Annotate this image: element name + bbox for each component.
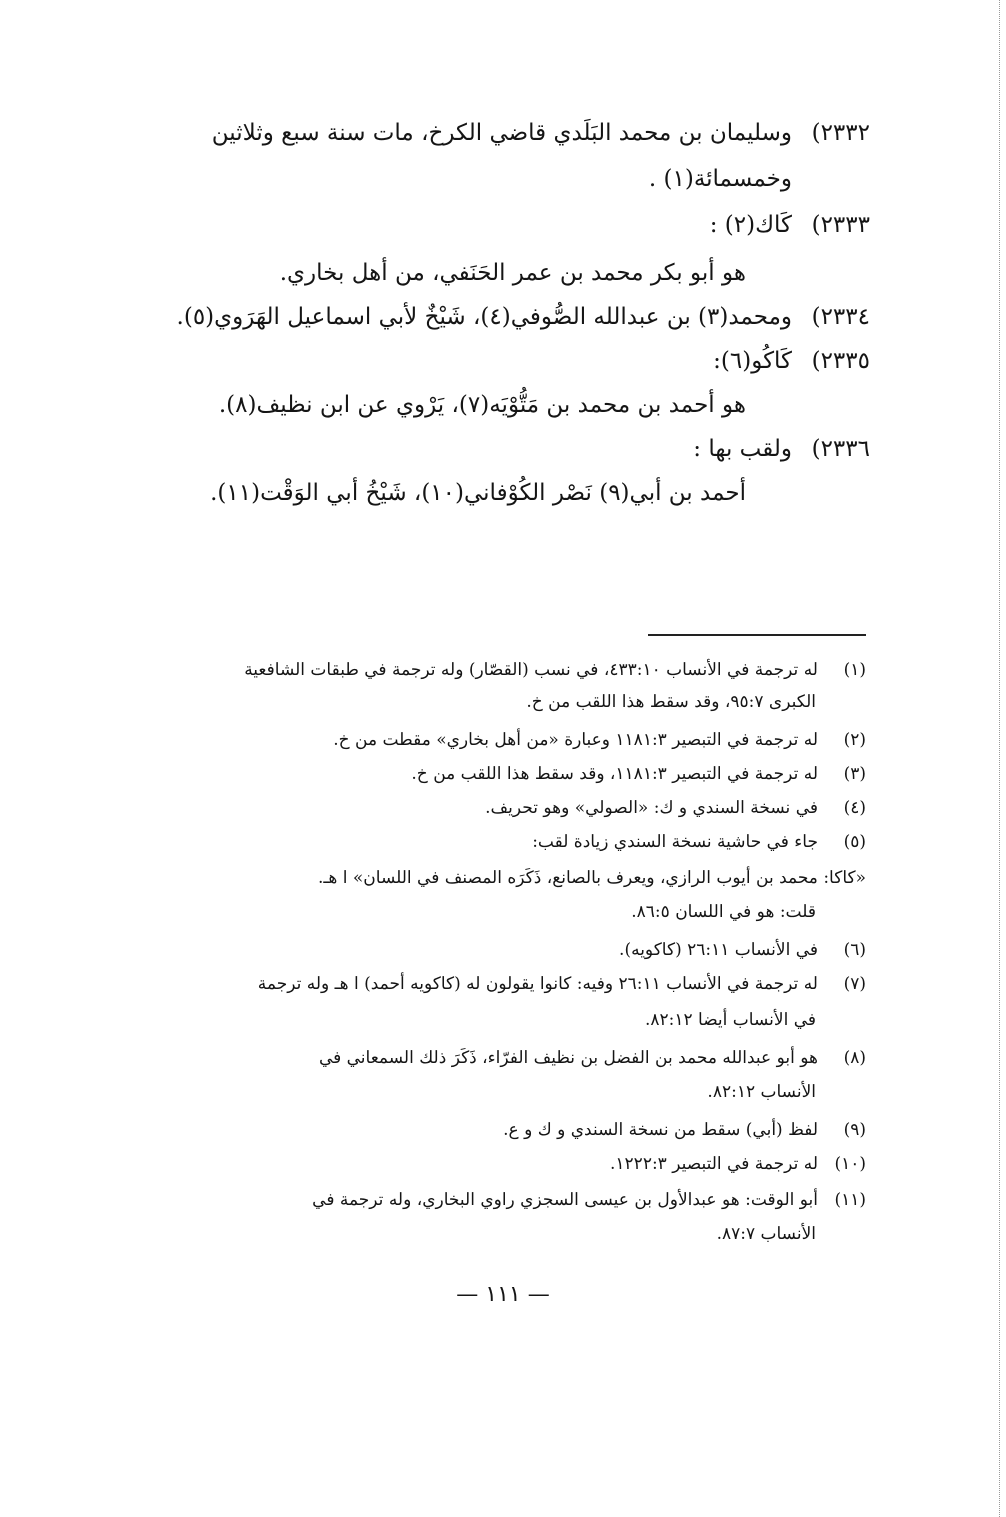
footnote-text: له ترجمة في التبصير ١١٨١:٣ وعبارة «من أهل بخاري» مقطت من خ. [333, 730, 818, 750]
footnote-continuation: في الأنساب أيضا ٨٢:١٢. [644, 1010, 816, 1030]
entry-text: كَاك(٢) : [709, 212, 792, 238]
entry-number: ٢٣٣٥) [811, 348, 870, 374]
footnote-number: (٥) [843, 832, 866, 852]
footnote-continuation: الكبرى ٩٥:٧، وقد سقط هذا اللقب من خ. [526, 692, 816, 712]
footnote-8 [136, 1046, 866, 1070]
footnote-number: (٦) [843, 940, 866, 960]
footnote-number: (٧) [843, 974, 866, 994]
footnote-number: (٨) [843, 1048, 866, 1068]
footnote-text: له ترجمة في الأنساب ٢٦:١١ وفيه: كانوا يقولون له (كاكويه أحمد) ا هـ وله ترجمة [257, 974, 818, 994]
scan-edge-line [999, 0, 1000, 1517]
footnote-text: له ترجمة في التبصير ١١٨١:٣، وقد سقط هذا اللقب من خ. [411, 764, 818, 784]
footnote-4 [136, 796, 866, 820]
footnote-3 [136, 762, 866, 786]
entry-2334 [150, 302, 870, 332]
entry-number: ٢٣٣٣) [811, 212, 870, 238]
entry-number: ٢٣٣٤) [811, 304, 870, 330]
footnote-5 [136, 830, 866, 854]
footnote-number: (٣) [843, 764, 866, 784]
entry-2335 [150, 346, 870, 376]
entry-text: ومحمد(٣) بن عبدالله الصُّوفي(٤)، شَيْخٌ لأبي اسماعيل الهَرَوي(٥). [176, 304, 792, 330]
footnote-separator [648, 634, 866, 636]
page-number: — ١١١ — [456, 1282, 550, 1307]
entry-continuation: وخمسمائة(١) . [648, 166, 792, 192]
entry-text: وسليمان بن محمد البَلَدي قاضي الكرخ، مات سنة سبع وثلاثين [211, 120, 792, 146]
entry-subline: أحمد بن أبي(٩) نَصْر الكُوْفاني(١٠)، شَيْخُ أبي الوَقْت(١١). [210, 480, 746, 506]
footnote-text: لفظ (أبي) سقط من نسخة السندي و ك و ع. [503, 1120, 818, 1140]
entry-2332 [150, 118, 870, 148]
entry-2336 [150, 434, 870, 464]
footnote-continuation: قلت: هو في اللسان ٨٦:٥. [631, 902, 816, 922]
entry-subline: هو أحمد بن محمد بن مَتُّوْيَه(٧)، يَرْوي عن ابن نظيف(٨). [218, 392, 746, 418]
footnote-number: (١١) [834, 1190, 866, 1210]
footnote-9 [136, 1118, 866, 1142]
entry-number: ٢٣٣٢) [811, 120, 870, 146]
footnote-text: في الأنساب ٢٦:١١ (كاكويه). [619, 940, 818, 960]
footnote-text: أبو الوقت: هو عبدالأول بن عيسى السجزي راوي البخاري، وله ترجمة في [312, 1190, 818, 1210]
footnote-text: له ترجمة في الأنساب ٤٣٣:١٠، في نسب (القصّار) وله ترجمة في طبقات الشافعية [244, 660, 818, 680]
footnote-number: (٤) [843, 798, 866, 818]
footnote-text: جاء في حاشية نسخة السندي زيادة لقب: [532, 832, 818, 852]
footnote-number: (٩) [843, 1120, 866, 1140]
footnote-text: له ترجمة في التبصير ١٢٢٢:٣. [610, 1154, 818, 1174]
footnote-number: (١٠) [834, 1154, 866, 1174]
footnote-1 [136, 658, 866, 682]
footnote-text: هو أبو عبدالله محمد بن الفضل بن نظيف الفرّاء، ذَكَرَ ذلك السمعاني في [318, 1048, 818, 1068]
footnote-continuation: الأنساب ٨٢:١٢. [707, 1082, 816, 1102]
entry-subline: هو أبو بكر محمد بن عمر الحَنَفي، من أهل بخاري. [279, 260, 746, 286]
entry-text: ولقب بها : [693, 436, 792, 462]
entry-number: ٢٣٣٦) [811, 436, 870, 462]
footnote-7 [136, 972, 866, 996]
footnote-continuation: الأنساب ٨٧:٧. [716, 1224, 816, 1244]
footnote-number: (٢) [843, 730, 866, 750]
entry-text: كَاكُو(٦): [713, 348, 792, 374]
footnote-quote: «كاكا: محمد بن أيوب الرازي، ويعرف بالصانع، ذَكَرَه المصنف في اللسان» ا هـ. [318, 868, 866, 888]
footnote-2 [136, 728, 866, 752]
footnote-number: (١) [843, 660, 866, 680]
footnote-6 [136, 938, 866, 962]
footnote-11 [136, 1188, 866, 1212]
footnote-text: في نسخة السندي و ك: «الصولي» وهو تحريف. [485, 798, 818, 818]
footnote-10 [136, 1152, 866, 1176]
entry-2333 [150, 210, 870, 240]
